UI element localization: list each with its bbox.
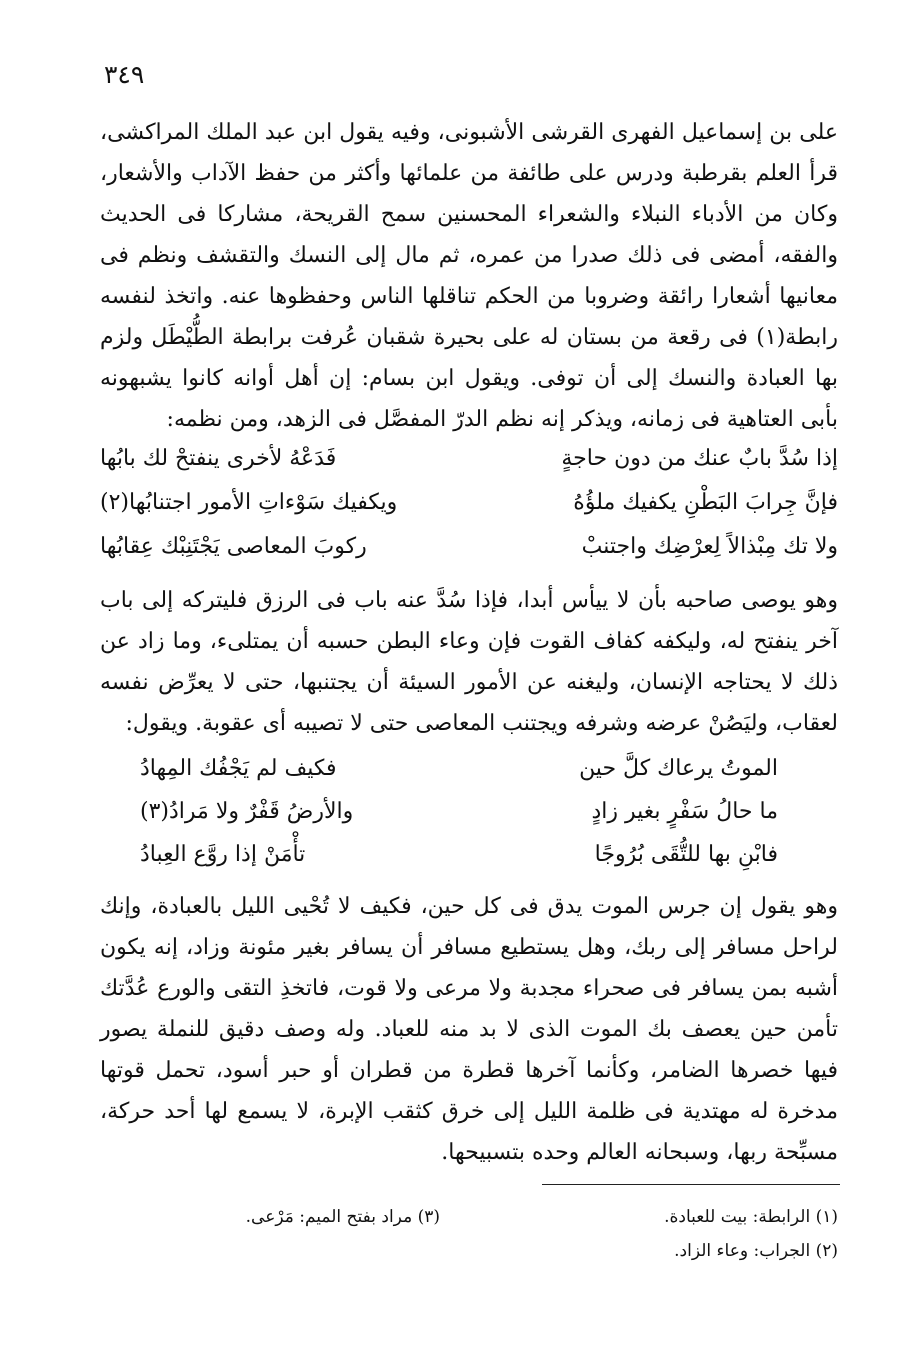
verse-second-hemistich: فكيف لم يَجْفُك المِهادُ [140, 756, 337, 781]
verse-second-hemistich: تأْمَنْ إذا روَّع العِبادُ [140, 842, 306, 867]
paragraph-2: وهو يوصى صاحبه بأن لا ييأس أبدا، فإذا سُدَّ عنه باب فى الرزق فليتركه إلى باب آخر ينفتح له، وليكفه كفاف القوت فإن وعاء البطن حسبه أن يمتلىء، وما زاد عن ذلك لا يحتاجه الإنسان، وليغنه عن الأمور السيئة أن يجتنبها، حتى لا يعرِّض نفسه لعقاب، وليَصُنْ عرضه وشرفه ويجتنب المعاصى حتى لا تصيبه أى عقوبة. ويقول: [100, 588, 838, 736]
verse-line [100, 747, 838, 790]
page-number: ٣٤٩ [104, 60, 145, 89]
footnote-row [100, 1200, 838, 1268]
verse-line [100, 790, 838, 833]
footnote-1: (١) الرابطة: بيت للعبادة. [664, 1207, 838, 1227]
footnote-2: (٢) الجراب: وعاء الزاد. [674, 1241, 838, 1261]
poem-2 [100, 747, 838, 876]
verse-first-hemistich: إذا سُدَّ بابٌ عنك من دون حاجةٍ [561, 446, 838, 471]
verse-first-hemistich: فابْنِ بها للتُّقَى بُرُوجًا [594, 842, 778, 867]
verse-line [100, 525, 838, 569]
footnote-column-left [100, 1200, 508, 1268]
verse-second-hemistich: ويكفيك سَوْءاتِ الأمور اجتنابُها(٢) [100, 490, 398, 515]
paragraph-1: على بن إسماعيل الفهرى القرشى الأشبونى، وفيه يقول ابن عبد الملك المراكشى، قرأ العلم بقرطبة ودرس على طائفة من علمائها وأكثر من حفظ الآداب والأشعار، وكان من الأدباء النبلاء والشعراء المحسنين سمح القريحة، مشاركا فى الحديث والفقه، أمضى فى ذلك صدرا من عمره، ثم مال إلى النسك والتقشف ونظم فى معانيها أشعارا رائقة وضروبا من الحكم تناقلها الناس وحفظوها عنه. واتخذ لنفسه رابطة(١) فى رقعة من بستان له على بحيرة شقبان عُرفت برابطة الطُّيْطَل ولزم بها العبادة والنسك إلى أن توفى. ويقول ابن بسام: إن أهل أوانه كانوا يشبهونه بأبى العتاهية فى زمانه، ويذكر إنه نظم الدرّ المفصَّل فى الزهد، ومن نظمه: [100, 120, 838, 432]
verse-second-hemistich: والأرضُ قَفْرٌ ولا مَرادُ(٣) [140, 799, 354, 824]
paragraph-3: وهو يقول إن جرس الموت يدق فى كل حين، فكيف لا تُحْيى الليل بالعبادة، وإنك لراحل مسافر إلى ربك، وهل يستطيع مسافر أن يسافر بغير مئونة وزاد، إنه يكون أشبه بمن يسافر فى صحراء مجدبة ولا مرعى ولا قوت، فاتخذِ التقى والورع عُدَّتك تأمن حين يعصف بك الموت الذى لا بد منه للعباد. وله وصف دقيق للنملة يصور فيها خصرها الضامر، وكأنما آخرها قطرة من قطران أو حبر أسود، تحمل قوتها مدخرة له مهتدية فى ظلمة الليل إلى خرق كثقب الإبرة، لا يسمع لها أحد حركة، مسبِّحة ربها، وسبحانه العالم وحده بتسبيحها. [100, 894, 838, 1165]
footnote-column-right [508, 1200, 838, 1268]
verse-first-hemistich: ولا تك مِبْذالاً لِعرْضِك واجتنبْ [581, 534, 838, 559]
verse-line [100, 437, 838, 481]
footnote-3: (٣) مراد بفتح الميم: مَرْعى. [245, 1207, 440, 1227]
verse-first-hemistich: ما حالُ سَفْرٍ بغير زادٍ [591, 799, 778, 824]
verse-second-hemistich: ركوبَ المعاصى يَجْتَنِبْك عِقابُها [100, 534, 367, 559]
footnotes [100, 1200, 838, 1268]
footnote-divider [542, 1184, 840, 1185]
poem-1 [100, 437, 838, 569]
verse-line [100, 481, 838, 525]
verse-first-hemistich: فإنَّ جِرابَ البَطْنِ يكفيك ملؤُهُ [573, 490, 838, 515]
verse-line [100, 833, 838, 876]
verse-first-hemistich: الموتُ يرعاك كلَّ حين [579, 756, 778, 781]
verse-second-hemistich: فَدَعْهُ لأخرى ينفتحْ لك بابُها [100, 446, 337, 471]
